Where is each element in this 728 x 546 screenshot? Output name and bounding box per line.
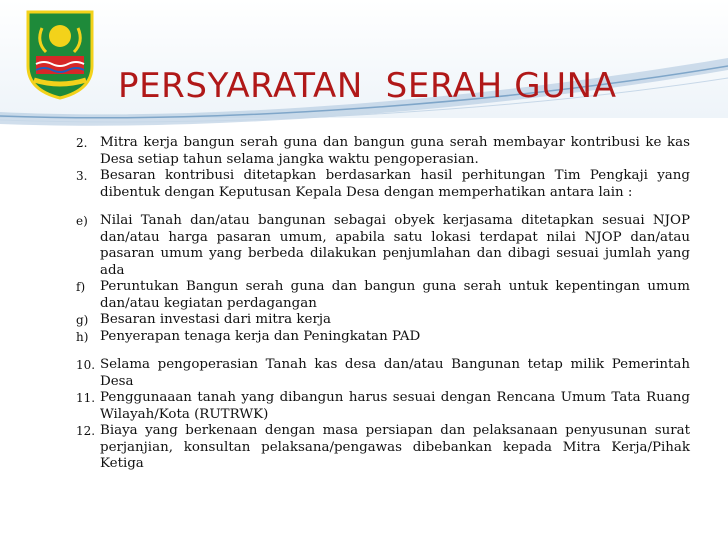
list-item-10 [76, 357, 690, 390]
list-text: Penyerapan tenaga kerja dan Peningkatan PAD [100, 328, 421, 344]
list-marker: g) [76, 313, 89, 327]
slide-title: PERSYARATAN SERAH GUNA [118, 66, 617, 106]
list-marker: e) [76, 214, 88, 228]
list-marker: 3. [76, 169, 88, 183]
list-item-e [76, 213, 690, 279]
list-item-3 [76, 168, 690, 201]
list-item-g [76, 312, 690, 329]
regency-emblem-logo [20, 8, 100, 100]
header-swoosh-decoration [0, 0, 728, 130]
list-marker: 12. [76, 424, 96, 438]
list-text: Besaran kontribusi ditetapkan berdasarkan hasil perhitungan Tim Pengkaji yang dibentuk dengan Keputusan Kepala Desa dengan memperhatikan antara lain : [100, 168, 690, 200]
list-text: Peruntukan Bangun serah guna dan bangun guna serah untuk kepentingan umum dan/atau kegiatan perdagangan [100, 279, 690, 311]
list-marker: h) [76, 329, 89, 344]
list-text: Penggunaaan tanah yang dibangun harus sesuai dengan Rencana Umum Tata Ruang Wilayah/Kota (RUTRWK) [100, 390, 690, 422]
list-item-f [76, 279, 690, 312]
list-text: Besaran investasi dari mitra kerja [100, 312, 332, 327]
list-text: Selama pengoperasian Tanah kas desa dan/atau Bangunan tetap milik Pemerintah Desa [100, 357, 690, 389]
list-marker: 11. [76, 391, 96, 405]
list-item-2 [76, 135, 690, 168]
slide-content [76, 135, 690, 473]
list-item-11 [76, 390, 690, 423]
list-marker: 10. [76, 358, 96, 372]
list-item-h [76, 329, 690, 346]
list-marker: f) [76, 280, 86, 294]
list-text: Nilai Tanah dan/atau bangunan sebagai obyek kerjasama ditetapkan sesuai NJOP dan/atau harga pasaran umum, apabila satu lokasi terdapat nilai NJOP dan/atau pasaran umum yang berbeda dilakukan penjumlahan dan dibagi sesuai jumlah yang ada [100, 213, 690, 278]
list-marker: 2. [76, 136, 88, 150]
list-text: Biaya yang berkenaan dengan masa persiapan dan pelaksanaan penyusunan surat perjanjian, konsultan pelaksana/pengawas dibebankan kepada Mitra Kerja/Pihak Ketiga [100, 423, 690, 471]
list-text: Mitra kerja bangun serah guna dan bangun guna serah membayar kontribusi ke kas Desa setiap tahun selama jangka waktu pengoperasian. [100, 135, 690, 167]
list-item-12 [76, 423, 690, 473]
